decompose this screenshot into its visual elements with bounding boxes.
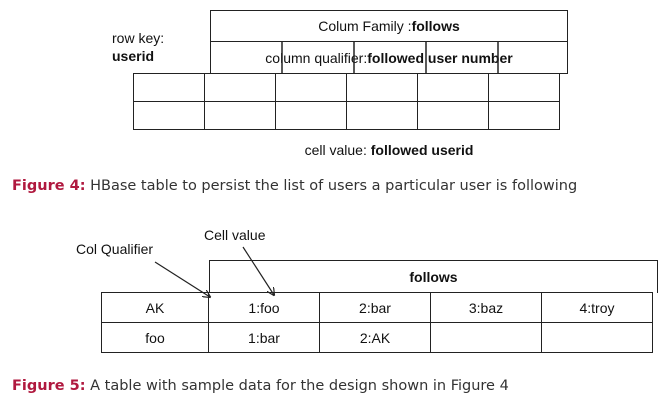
table-cell: 2:bar (320, 293, 431, 323)
cell-value-annotation: Cell value (204, 227, 266, 243)
table-row (134, 102, 560, 130)
figure4-caption-label: Figure 4: (12, 178, 86, 194)
table-cell: foo (102, 323, 209, 353)
column-qualifier-label (210, 41, 568, 74)
figure4-caption (12, 178, 577, 194)
col-qualifier-annotation: Col Qualifier (76, 241, 154, 257)
figure4-caption-text: HBase table to persist the list of users a particular user is following (85, 178, 578, 194)
grid-cell (418, 74, 489, 102)
row-key-value: userid (112, 48, 155, 64)
table-row (102, 293, 653, 323)
figure4-cell-grid (133, 73, 560, 130)
table-cell: 1:bar (209, 323, 320, 353)
grid-cell (347, 102, 418, 130)
grid-cell (418, 102, 489, 130)
cell-value-value: followed userid (370, 142, 474, 158)
figure5-caption-text: A table with sample data for the design shown in Figure 4 (85, 378, 509, 394)
figure5-sample-table (101, 292, 653, 353)
grid-cell (134, 74, 205, 102)
cell-value-prefix: cell value: (304, 142, 371, 158)
grid-cell (276, 102, 347, 130)
grid-cell (205, 102, 276, 130)
figure5-caption (12, 378, 509, 394)
column-qualifier-value: followed user number (367, 49, 513, 66)
table-cell (431, 323, 542, 353)
row-key-caption: row key: (112, 30, 165, 46)
grid-cell (134, 102, 205, 130)
table-cell: AK (102, 293, 209, 323)
table-cell: 4:troy (542, 293, 653, 323)
cell-value-label (210, 142, 568, 158)
family-header-label: follows (409, 269, 458, 285)
grid-cell (489, 102, 560, 130)
figure5-caption-label: Figure 5: (12, 378, 86, 394)
column-family-prefix: Colum Family : (318, 18, 412, 34)
table-cell: 3:baz (431, 293, 542, 323)
grid-cell (276, 74, 347, 102)
grid-cell (489, 74, 560, 102)
table-row (134, 74, 560, 102)
table-cell (542, 323, 653, 353)
column-qualifier-prefix: column qualifier: (265, 49, 368, 66)
table-cell: 1:foo (209, 293, 320, 323)
row-key-label (112, 29, 164, 65)
family-header-cell (209, 260, 658, 293)
table-cell: 2:AK (320, 323, 431, 353)
column-family-name: follows (411, 18, 460, 34)
grid-cell (205, 74, 276, 102)
table-row (102, 323, 653, 353)
grid-cell (347, 74, 418, 102)
column-family-header (210, 10, 568, 42)
